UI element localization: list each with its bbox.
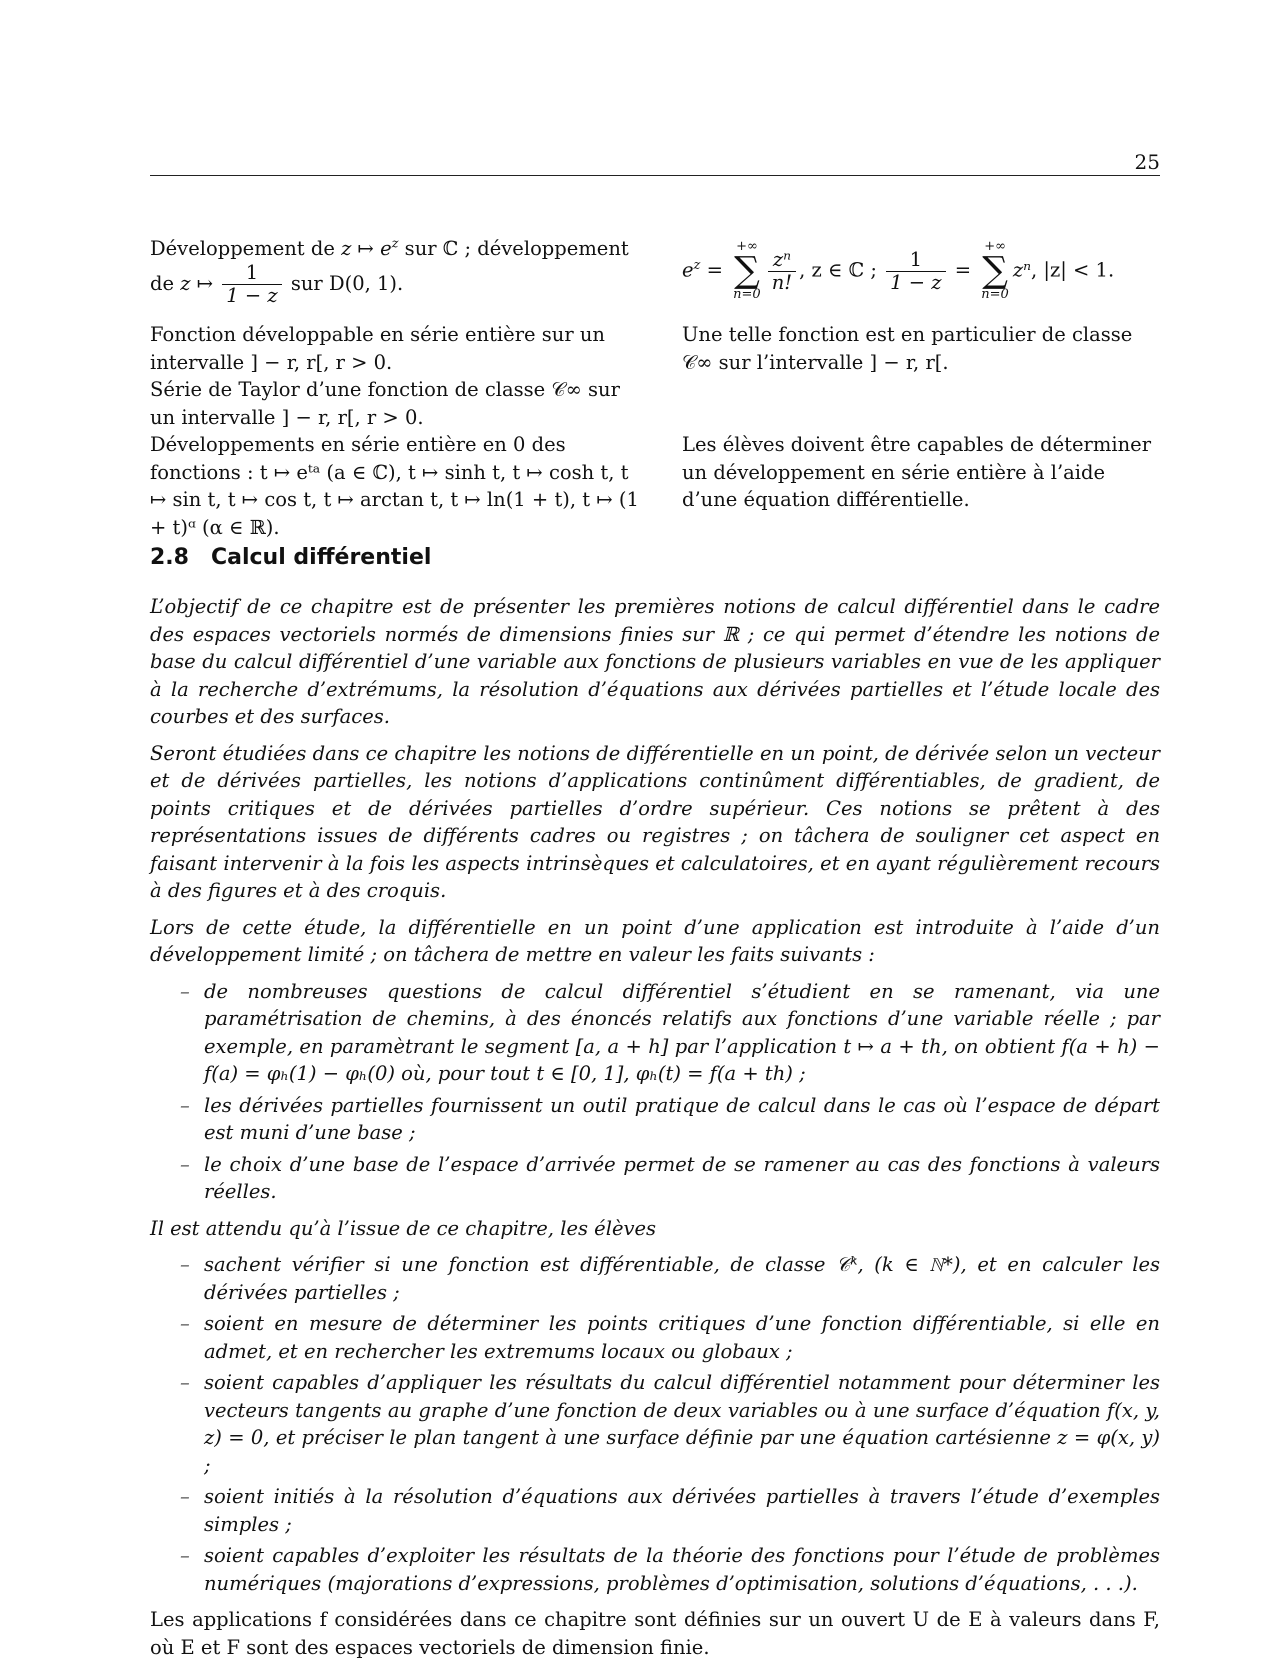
math: = [700, 258, 730, 282]
math: z ↦ [180, 272, 220, 296]
math: z ↦ e [341, 236, 392, 260]
sigma: ∑ [982, 250, 1008, 291]
fraction-denominator: 1 − z [226, 284, 278, 308]
program-table [150, 225, 1160, 541]
list-item: – les dérivées partielles fournissent un outil pratique de calcul dans le cas où l’espace de départ est muni d’une base ; [204, 1092, 1160, 1147]
program-row [150, 376, 1160, 431]
program-row [150, 431, 1160, 541]
program-row-comment [682, 240, 1160, 302]
sum-symbol [981, 240, 1009, 302]
program-row [150, 321, 1160, 376]
math-sup: z [391, 236, 399, 252]
paragraph: Seront étudiées dans ce chapitre les notions de différentielle en un point, de dérivée selon un vecteur et de dérivées partielles, les notions d’applications continûment différentiables, de gradient, de points critiques et de dérivées partielles d’ordre supérieur. Ces notions se prêtent à des représentations issues de différents cadres ou registres ; on tâchera de souligner cet aspect en faisant intervenir à la fois les aspects intrinsèques et calculatoires, et en ayant régulièrement recours à des figures et à des croquis. [150, 741, 1160, 902]
chapter-body [150, 593, 1160, 1670]
program-row-content [150, 235, 650, 308]
section-heading [150, 545, 431, 570]
sum-upper: +∞ [984, 239, 1006, 254]
math: , |z| < 1. [1031, 258, 1115, 282]
fraction-numerator: 1 [886, 249, 945, 272]
text: sur D(0, 1). [284, 272, 404, 296]
section-number: 2.8 [150, 545, 189, 570]
sigma: ∑ [734, 250, 760, 291]
list-item: – de nombreuses questions de calcul différentiel s’étudient en se ramenant, via une paramétrisation de chemins, à des énoncés relatifs aux fonctions d’une variable réelle ; par exemple, en paramètrant le segment [a, a + h] par l’application t ↦ a + th, on obtient f(a + h) − f(a) = φₕ(1) − φₕ(0) où, pour tout t ∈ [0, 1], φₕ(t) = f(a + th) ; [204, 978, 1160, 1088]
math-sup: z [693, 258, 701, 273]
sum-lower: n=0 [981, 287, 1009, 302]
fraction [222, 262, 281, 307]
bullet-list [150, 1251, 1160, 1597]
list-item: – soient capables d’exploiter les résultats de la théorie des fonctions pour l’étude de problèmes numériques (majorations d’expressions, problèmes d’optimisation, solutions d’équations, . . .). [204, 1542, 1160, 1597]
bullet-list [150, 978, 1160, 1206]
fraction-denominator: n! [771, 270, 793, 294]
math: e [682, 258, 694, 282]
list-item: – soient capables d’appliquer les résultats du calcul différentiel notamment pour déterminer les vecteurs tangents au graphe d’une fonction de deux variables ou à une surface d’équation f(x, y, z) = 0, et préciser le plan tangent à une surface définie par une équation cartésienne z = φ(x, y) ; [204, 1369, 1160, 1479]
program-row [150, 225, 1160, 317]
math: , z ∈ ℂ ; [799, 258, 884, 282]
program-row-content: Série de Taylor d’une fonction de classe 𝒞∞ sur un intervalle ] − r, r[, r > 0. [150, 378, 620, 429]
program-row-content: Développements en série entière en 0 des fonctions : t ↦ eᵗᵃ (a ∈ ℂ), t ↦ sinh t, t ↦ cosh t, t ↦ sin t, t ↦ cos t, t ↦ arctan t, t ↦ ln(1 + t), t ↦ (1 + t)ᵅ (α ∈ ℝ). [150, 433, 639, 539]
math: zⁿ [1012, 258, 1032, 282]
paragraph: Lors de cette étude, la différentielle en un point d’une application est introduite à l’aide d’un développement limité ; on tâchera de mettre en valeur les faits suivants : [150, 915, 1160, 966]
fraction [768, 249, 796, 294]
fraction-numerator: zⁿ [768, 249, 796, 272]
page-number: 25 [1134, 150, 1160, 174]
program-row-comment [682, 376, 1160, 431]
sum-symbol [733, 240, 761, 302]
list-item: – soient initiés à la résolution d’équations aux dérivées partielles à travers l’étude d’exemples simples ; [204, 1483, 1160, 1538]
sum-lower: n=0 [733, 287, 761, 302]
fraction-denominator: 1 − z [890, 270, 942, 294]
program-row-content: Fonction développable en série entière sur un intervalle ] − r, r[, r > 0. [150, 323, 605, 374]
paragraph: Les applications f considérées dans ce chapitre sont définies sur un ouvert U de E à valeurs dans F, où E et F sont des espaces vectoriels de dimension finie. [150, 1608, 1160, 1659]
section-title: Calcul différentiel [210, 545, 432, 570]
text: sur ℂ ; développement de [150, 236, 629, 296]
header-rule [150, 175, 1160, 176]
math: = [948, 258, 978, 282]
list-item: – soient en mesure de déterminer les points critiques d’une fonction différentiable, si elle en admet, et en rechercher les extremums locaux ou globaux ; [204, 1310, 1160, 1365]
list-item: – sachent vérifier si une fonction est différentiable, de classe 𝒞ᵏ, (k ∈ ℕ*), et en calculer les dérivées partielles ; [204, 1251, 1160, 1306]
fraction-numerator: 1 [222, 262, 281, 285]
paragraph: Il est attendu qu’à l’issue de ce chapitre, les élèves [150, 1216, 657, 1240]
program-row-comment: Une telle fonction est en particulier de classe 𝒞∞ sur l’intervalle ] − r, r[. [682, 323, 1133, 374]
text: Développement de [150, 236, 342, 260]
fraction [886, 249, 945, 294]
list-item: – le choix d’une base de l’espace d’arrivée permet de se ramener au cas des fonctions à valeurs réelles. [204, 1151, 1160, 1206]
sum-upper: +∞ [736, 239, 758, 254]
paragraph: L’objectif de ce chapitre est de présenter les premières notions de calcul différentiel dans le cadre des espaces vectoriels normés de dimensions finies sur ℝ ; ce qui permet d’étendre les notions de base du calcul différentiel d’une variable aux fonctions de plusieurs variables en vue de les appliquer à la recherche d’extrémums, la résolution d’équations aux dérivées partielles et l’étude locale des courbes et des surfaces. [150, 595, 1160, 728]
program-row-comment: Les élèves doivent être capables de déterminer un développement en série entière à l’aide d’une équation différentielle. [682, 433, 1152, 511]
